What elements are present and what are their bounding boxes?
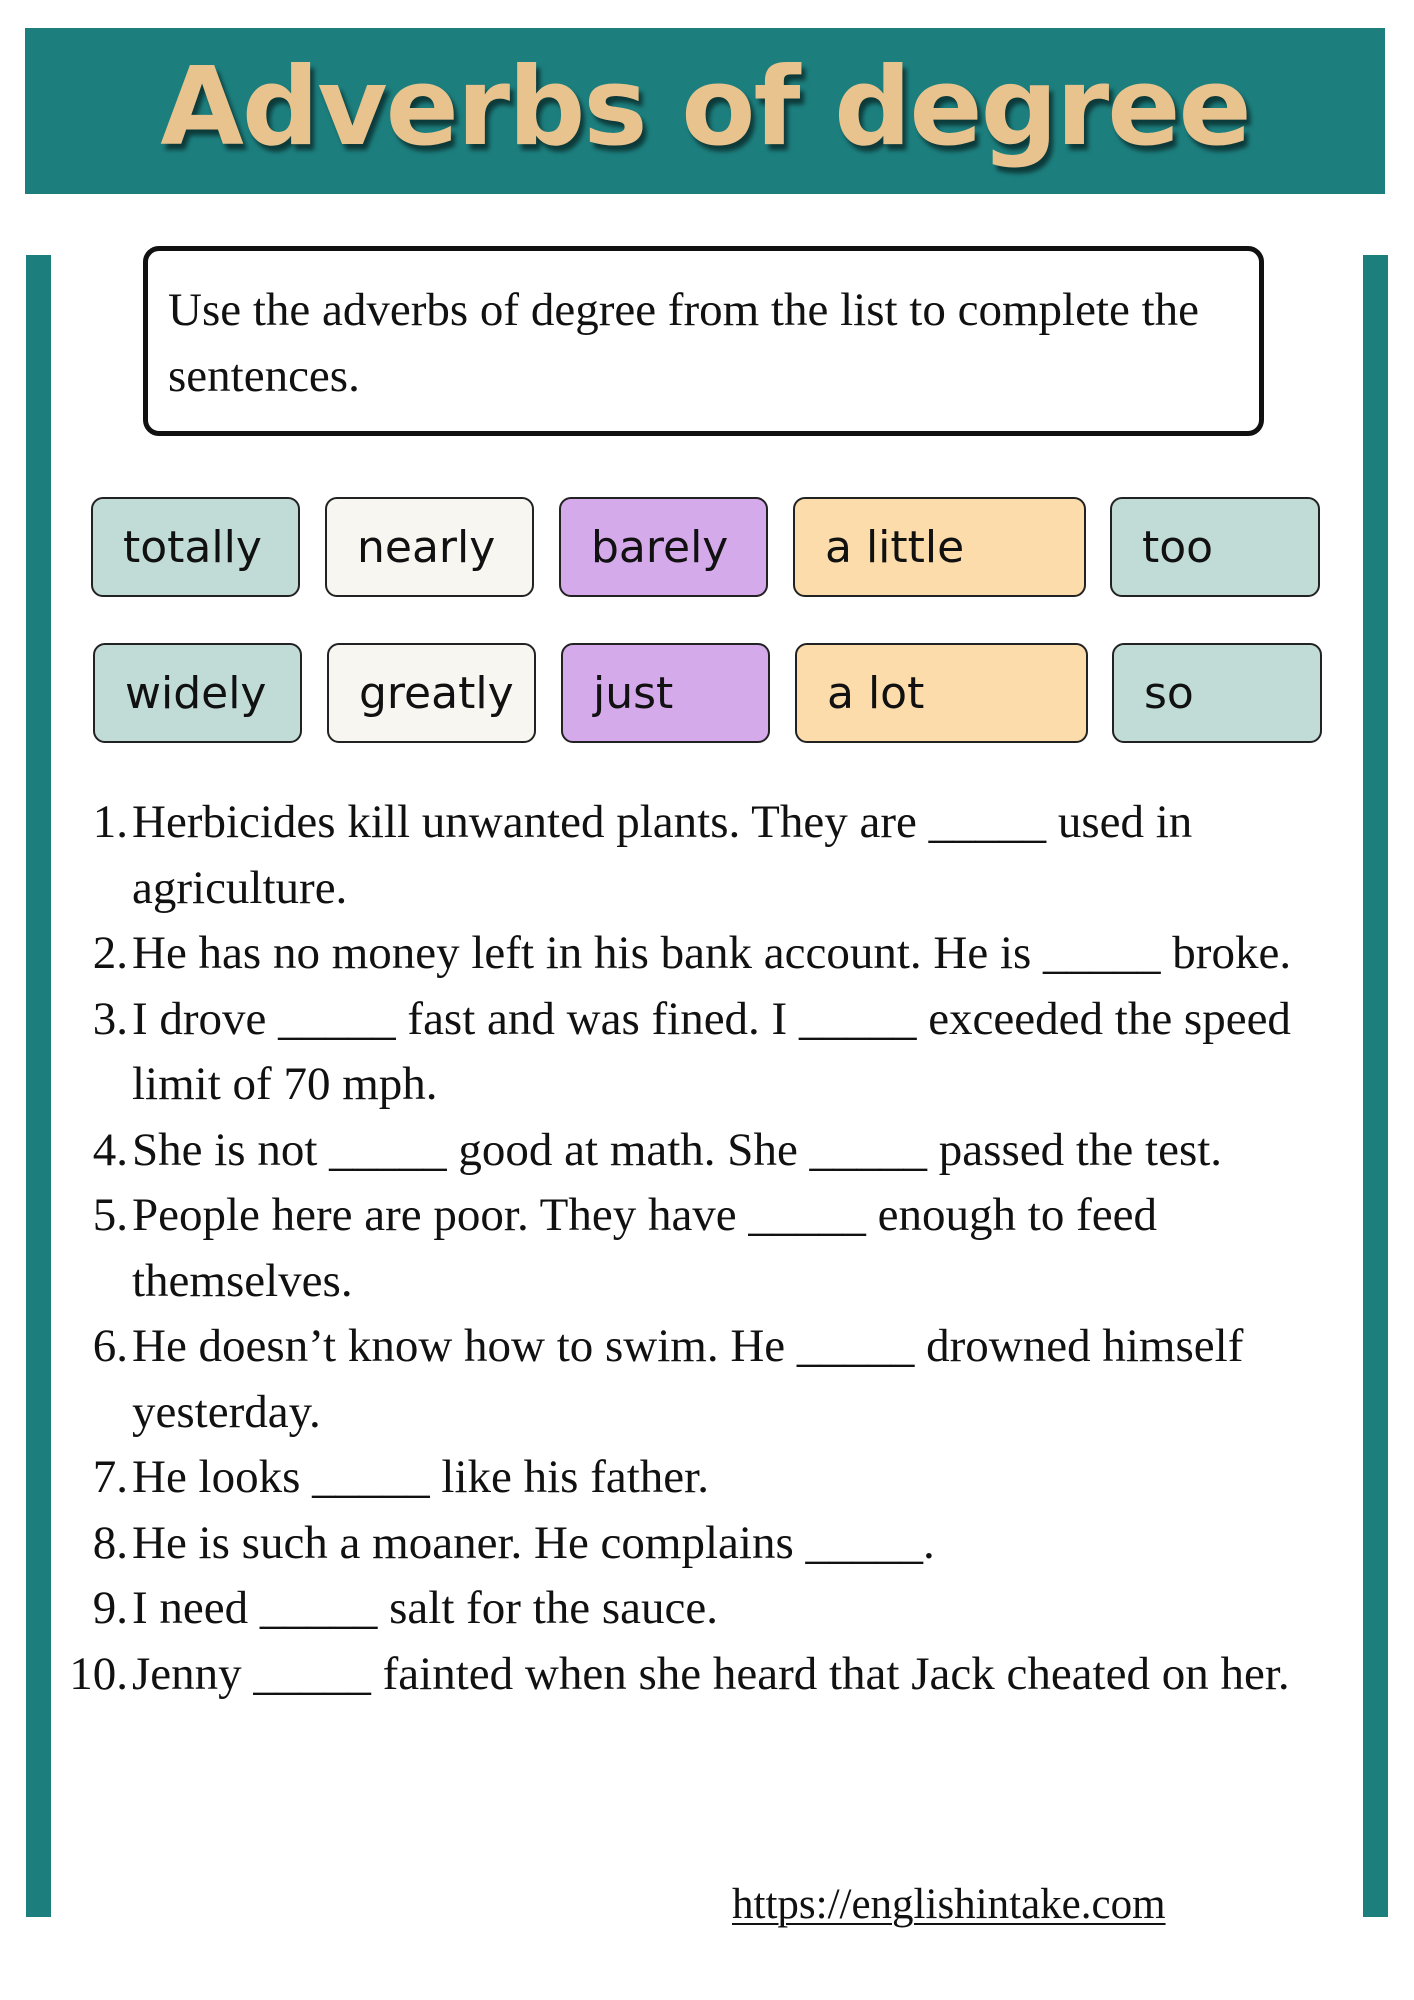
instruction-box — [143, 246, 1264, 436]
word-chip-label: just — [593, 667, 674, 719]
word-chip-label: widely — [125, 667, 267, 719]
sentence-text: He doesn’t know how to swim. He _____ drowned himself yesterday. — [132, 1320, 1244, 1438]
word-chip-label: too — [1142, 521, 1214, 573]
sentence-number: 2. — [92, 927, 128, 979]
word-chip-label: nearly — [357, 521, 496, 573]
word-chip-nearly — [325, 497, 534, 597]
word-chip-label: so — [1144, 667, 1194, 719]
word-chip-label: barely — [591, 521, 729, 573]
sentence-number: 8. — [92, 1516, 128, 1569]
sentence-text: She is not _____ good at math. She _____ passed the test. — [132, 1123, 1223, 1176]
sentence-number: 10. — [69, 1647, 128, 1700]
sentence-item — [60, 987, 1340, 1118]
word-chip-widely — [93, 643, 302, 743]
word-chip-a-lot — [795, 643, 1088, 743]
sentence-text: Herbicides kill unwanted plants. They are _____ used in agriculture. — [132, 796, 1193, 914]
sentence-item — [60, 1576, 1340, 1642]
sentence-item — [60, 1511, 1340, 1577]
sentence-list — [60, 790, 1340, 1707]
word-chip-just — [561, 643, 770, 743]
sentence-text: People here are poor. They have _____ enough to feed themselves. — [132, 1189, 1157, 1307]
sentence-text: I need _____ salt for the sauce. — [132, 1582, 718, 1634]
source-url-link[interactable]: https://englishintake.com — [732, 1881, 1166, 1928]
word-chip-label: a lot — [827, 667, 925, 719]
word-chip-so — [1112, 643, 1322, 743]
sentence-number: 7. — [92, 1451, 128, 1503]
right-decorative-bar — [1363, 255, 1388, 1917]
sentence-item — [60, 1445, 1340, 1511]
word-chip-too — [1110, 497, 1320, 597]
word-chip-totally — [91, 497, 300, 597]
sentence-number: 5. — [92, 1189, 128, 1241]
page-title: Adverbs of degree — [160, 45, 1250, 170]
sentence-text: He has no money left in his bank account. He is _____ broke. — [132, 927, 1292, 979]
sentence-item — [60, 1118, 1340, 1184]
word-chip-label: a little — [825, 521, 965, 573]
word-chip-label: totally — [123, 521, 262, 573]
sentence-text: Jenny _____ fainted when she heard that Jack cheated on her. — [132, 1647, 1290, 1700]
sentence-number: 1. — [92, 796, 128, 848]
sentence-item — [60, 1314, 1340, 1445]
title-banner — [25, 28, 1385, 194]
sentence-number: 4. — [92, 1123, 128, 1176]
left-decorative-bar — [26, 255, 51, 1917]
instruction-text: Use the adverbs of degree from the list to complete the sentences. — [168, 284, 1200, 402]
sentence-text: I drove _____ fast and was fined. I _____ exceeded the speed limit of 70 mph. — [132, 992, 1291, 1110]
sentence-text: He looks _____ like his father. — [132, 1451, 709, 1503]
sentence-number: 3. — [92, 992, 128, 1045]
word-chip-greatly — [327, 643, 536, 743]
sentence-number: 6. — [92, 1320, 128, 1372]
word-chip-label: greatly — [359, 667, 514, 719]
sentence-number: 9. — [92, 1582, 128, 1634]
sentence-item — [60, 1183, 1340, 1314]
sentence-item — [60, 921, 1340, 987]
sentence-text: He is such a moaner. He complains _____. — [132, 1516, 935, 1569]
word-chip-barely — [559, 497, 768, 597]
sentence-item — [60, 790, 1340, 921]
sentence-item — [60, 1642, 1340, 1708]
word-chip-a-little — [793, 497, 1086, 597]
